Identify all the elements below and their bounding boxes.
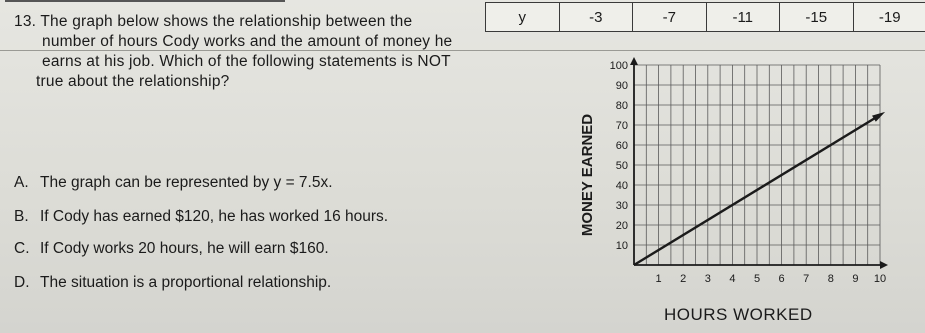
question-text [14, 12, 514, 92]
x-tick-label: 6 [778, 273, 785, 285]
table-row-label: y [486, 3, 560, 31]
y-axis-label: MONEY EARNED [579, 113, 596, 237]
question-line: true about the relationship? [36, 73, 230, 90]
x-axis-label: HOURS WORKED [664, 305, 813, 324]
x-tick-label: 10 [873, 273, 887, 285]
x-tick-label: 8 [827, 273, 834, 285]
choice-letter: D. [14, 274, 30, 291]
choice-d[interactable] [14, 274, 331, 292]
top-stroke [5, 0, 285, 2]
choice-letter: A. [14, 174, 29, 191]
choice-letter: B. [14, 208, 29, 225]
x-tick-label: 7 [803, 273, 810, 285]
table-cell: -7 [633, 3, 707, 31]
choice-a[interactable] [14, 174, 333, 192]
x-tick-label: 4 [729, 273, 736, 285]
chart-grid [634, 65, 880, 265]
x-tick-label: 1 [655, 273, 662, 285]
y-axis-arrow [630, 57, 638, 65]
y-tick-label: 50 [615, 160, 628, 172]
chart-axes [630, 57, 888, 269]
y-tick-label: 100 [609, 60, 628, 72]
chart-series [634, 112, 885, 265]
y-tick-label: 90 [615, 80, 628, 92]
question-line: earns at his job. Which of the following statements is NOT [42, 53, 451, 70]
y-tick-label: 30 [615, 200, 628, 212]
table-cell: -11 [707, 3, 781, 31]
y-tick-label: 70 [615, 120, 628, 132]
table-cell: -15 [780, 3, 854, 31]
x-axis-arrow [880, 261, 888, 269]
y-tick-labels [610, 60, 628, 252]
choice-text: If Cody works 20 hours, he will earn $160. [40, 240, 329, 257]
choice-text: The situation is a proportional relationship. [40, 274, 332, 291]
y-tick-label: 80 [615, 100, 628, 112]
table-cell: -3 [560, 3, 634, 31]
series-arrow [872, 112, 885, 122]
question-line: number of hours Cody works and the amount of money he [42, 33, 453, 50]
choice-b[interactable] [14, 208, 388, 226]
y-tick-label: 10 [615, 240, 628, 252]
y-tick-label: 40 [615, 180, 628, 192]
y-tick-label: 20 [615, 220, 628, 232]
choice-text: The graph can be represented by y = 7.5x. [40, 174, 333, 191]
question-line: 13. The graph below shows the relationship between the [14, 13, 413, 30]
x-tick-label: 2 [680, 273, 687, 285]
x-tick-label: 3 [704, 273, 711, 285]
xy-table [485, 2, 925, 32]
table-cell: -19 [878, 8, 901, 26]
x-tick-label: 5 [753, 273, 761, 285]
x-tick-labels [656, 273, 887, 285]
money-vs-hours-chart [570, 55, 890, 300]
choice-text: If Cody has earned $120, he has worked 16 hours. [40, 208, 389, 225]
choice-letter: C. [14, 240, 30, 257]
x-tick-label: 9 [852, 273, 859, 285]
choice-c[interactable] [14, 240, 329, 258]
y-tick-label: 60 [615, 140, 628, 152]
